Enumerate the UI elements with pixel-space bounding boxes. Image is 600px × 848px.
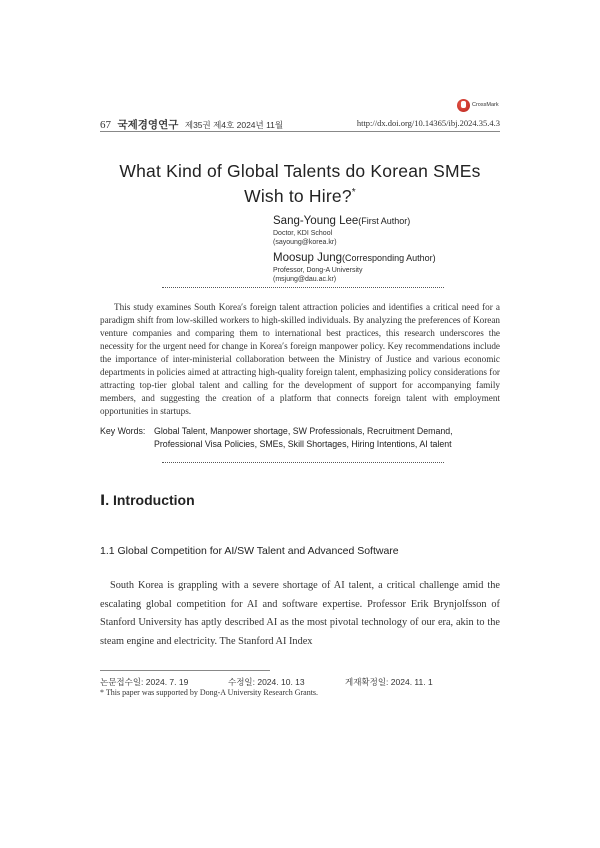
keywords-text: Global Talent, Manpower shortage, SW Professionals, Recruitment Demand, Professional Visa Policies, SMEs, Skill Shortages, Hiring Intentions, AI talent xyxy=(154,426,453,449)
author-2-name: Moosup Jung xyxy=(273,252,343,264)
footnote-divider xyxy=(100,670,270,671)
doi-link[interactable]: http://dx.doi.org/10.14365/ibj.2024.35.4.3 xyxy=(356,118,500,128)
dotted-divider-top xyxy=(162,287,444,288)
crossmark-icon xyxy=(457,99,470,112)
title-line-2 xyxy=(100,182,500,207)
journal-name: 국제경영연구 xyxy=(117,119,179,131)
title-line-1: What Kind of Global Talents do Korean SMEs xyxy=(119,161,481,181)
abstract: This study examines South Korea′s foreign talent attraction policies and identifies a critical need for a paradigm shift from low-skilled workers to high-skilled individuals. By analyzing the preferences of Korean venture companies and comparing them to international best practices, this research underscores the necessity for the urgent need for change in Korea′s foreign manpower policy. Key recommendations include the importance of inter-ministerial collaboration between the Ministry of Justice and various economic departments in policies aimed at attracting high-quality foreign talent, emphasizing policy considerations for attracting top-tier global talent and calling for the development of support for accompanying family members, and suggesting the creation of a platform that connects foreign talent with employment opportunities in startups. xyxy=(100,302,500,416)
keywords xyxy=(100,425,500,450)
volume-info: 제35권 제4호 2024년 11월 xyxy=(184,120,284,130)
title-footnote-mark: * xyxy=(351,187,356,198)
received-date: 논문접수일: 2024. 7. 19 xyxy=(100,677,189,687)
accepted-date: 게재확정일: 2024. 11. 1 xyxy=(345,677,433,687)
keywords-label: Key Words: xyxy=(100,426,146,436)
section-heading: Ⅰ. Introduction xyxy=(100,492,195,508)
body-paragraph: South Korea is grappling with a severe shortage of AI talent, a critical challenge amid the escalating global competition for AI and software expertise. Professor Erik Brynjolfsson of Stanford University has aptly described AI as the most pivotal technology of our era, akin to the steam engine and electricity. The Stanford AI Index xyxy=(100,580,500,647)
author-1-email[interactable]: (sayoung@korea.kr) xyxy=(273,239,337,246)
header-divider xyxy=(100,131,500,132)
crossmark-logo[interactable] xyxy=(457,99,505,113)
subsection-heading: 1.1 Global Competition for AI/SW Talent and Advanced Software xyxy=(100,545,399,557)
page-number: 67 xyxy=(100,119,111,131)
crossmark-label: CrossMark xyxy=(472,102,499,108)
title-line-2-text: Wish to Hire? xyxy=(244,185,352,206)
author-1-role: (First Author) xyxy=(358,216,411,226)
author-2-role: (Corresponding Author) xyxy=(342,253,436,263)
running-header xyxy=(100,117,283,132)
revised-date: 수정일: 2024. 10. 13 xyxy=(228,677,305,687)
author-2-position: Professor, Dong-A University xyxy=(273,267,363,274)
paper-title xyxy=(100,160,500,207)
author-1-position: Doctor, KDI School xyxy=(273,230,333,237)
author-block-2 xyxy=(273,248,436,284)
author-block-1 xyxy=(273,211,410,247)
author-1-name: Sang-Young Lee xyxy=(273,215,359,227)
footnote: * This paper was supported by Dong-A University Research Grants. xyxy=(100,688,319,697)
dotted-divider-bottom xyxy=(162,462,444,463)
author-2-email[interactable]: (msjung@dau.ac.kr) xyxy=(273,276,337,283)
